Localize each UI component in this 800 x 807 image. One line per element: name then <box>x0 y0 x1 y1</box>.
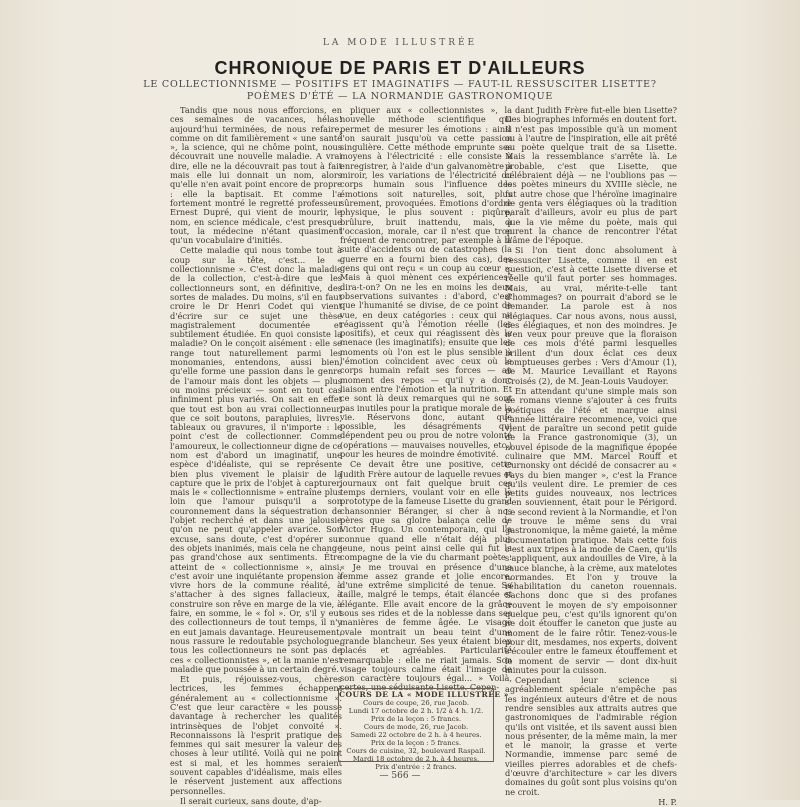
paragraph: Cependant leur science si agréablement spéciale n'empêche pas les ingénieux auteurs d'être et de nous rendre sensibles aux attraits autres que gastronomiques de l'admirable région qu'ils ont visitée, et ils savent aussi bien nous présenter, de la même main, la mer et le manoir, la grasse et verte Normandie, immense parc semé de vieilles pierres adorables et de chefs-d'œuvre d'architecture » car les divers domaines du goût sont plus voisins qu'on ne croit. <box>505 675 677 797</box>
text-column-1 <box>170 105 342 806</box>
text-column-2 <box>340 105 512 693</box>
course-line: Mardi 18 octobre de 2 h. à 4 heures. <box>352 755 480 763</box>
article-subtitle-line2: POÈMES D'ÉTÉ — LA NORMANDIE GASTRONOMIQUE <box>246 91 554 102</box>
running-head: LA MODE ILLUSTRÉE <box>322 38 478 48</box>
course-box-title: COURS DE LA « MODE ILLUSTRÉE » <box>339 690 509 699</box>
article-subtitle-line1: LE COLLECTIONNISME — POSITIFS ET IMAGINATIFS — FAUT-IL RESSUSCITER LISETTE? <box>143 79 657 90</box>
course-line: Prix d'entrée : 2 francs. <box>375 763 457 771</box>
paragraph: En attendant qu'une simple mais son de romans vienne s'ajouter à ces fruits poétiques de l'été et marque ainsi l'année littéraire recommence, voici que vient de paraître un second petit guide de la France gastronomique (3), un nouvel épisode de la magnifique épopée culinaire que MM. Marcel Rouff et Curnonsky ont décidé de consacrer au « Pays du bien manger », c'est la France qu'ils veulent dire. Le premier de ces petits guides nouveaux, nos lectrices s'en souviennent, était pour le Périgord. Le second revient à la Normandie, et l'on y trouve le même sens du vrai gastronomique, la même gaieté, la même documentation pratique. Mais cette fois c'est aux tripes à la mode de Caen, qu'ils s'appliquent, aux andouilles de Vire, à la sauce blanche, à la crème, aux matelotes normandes. Et l'on y trouve la réhabilitation du caneton rouennais. Sachons donc que si des profanes trouvent le moyen de s'y empoisonner quelque peu, c'est qu'ils ignorent qu'on ne doit étouffer le caneton que juste au moment de le faire rôtir. Tenez-vous-le pour dit, mesdames, nos experts, doivent s'écouler entre le fameux étouffement et le moment de servir — dont dix-huit minutes pour la cuisson. <box>505 385 677 675</box>
course-line: Prix de la leçon : 5 francs. <box>370 739 462 747</box>
paragraph: Cette maladie qui nous tombe tout à coup sur la tête, c'est... le « collectionnisme ». C'est donc la maladie de la collection, c'est-à-dire que les collectionneurs sont, en définitive, des sortes de malades. Du moins, s'il en faut croire le Dr Henri Codet qui vient d'écrire sur ce sujet une thèse magistralement documentée et subtilement étudiée. En quoi consiste la maladie? On le conçoit aisément : elle se range tout naturellement parmi les monomanies, entendons, aussi bien, qu'elle forme une passion dans le genre de l'amour mais dont les objets — plus ou moins précieux — sont en tout cas infiniment plus variés. On sait en effet que tout est bon au vrai collectionneur, que ce soit boutons, parapluies, livres, tableaux ou gravures, il n'importe : le point c'est de collectionner. Comme l'amoureux, le collectionneur digne de ce nom est d'abord un imaginatif, une espèce d'idéaliste, qui se représente bien plus vivement le plaisir de la capture que le prix de l'objet à capturer, mais le « collectionnisme » entraîne plus loin que l'amour puisqu'il a son couronnement dans la séquestration de l'objet recherché et dans une jalousie qu'on ne peut qu'appeler avarice. Son excuse, sans doute, c'est d'opérer sur des objets inanimés, mais cela ne change pas grand'chose aux sentiments. Être atteint de « collectionnisme », ainsi, c'est avoir une inquiétante propension à vivre hors de la commune réalité, à s'attacher à des signes fallacieux, à construire son rêve en marge de la vie, à faire, en somme, le « fol ». Or, s'il y eut des collectionneurs de tout temps, il n'y en eut jamais davantage. Heureusement, nous rassure le redoutable psychologue, tous les collectionneurs ne sont pas de ces « collectionnistes », et la manie n'est maladie que poussée à un certain degré. <box>170 245 342 674</box>
article-title: CHRONIQUE DE PARIS ET D'AILLEURS <box>214 58 586 78</box>
course-announcement-box <box>338 688 509 771</box>
author-signature: H. P. <box>658 796 677 807</box>
paragraph: pliquer aux « collectionnistes », la nouvelle méthode scientifique qui permet de mesurer les émotions : ainsi l'on saurait jusqu'où va cette passion singulière. Cette méthode emprunte ses moyens à l'électricité : elle consiste à enregistrer, à l'aide d'un galvanomètre à miroir, les variations de l'électricité du corps humain sous l'influence des émotions soit naturelles, soit, plus sûrement, provoquées. Émotions d'ordre physique, le plus souvent : piqûre, brûlure, bruit inattendu, mais, à l'occasion, morale, car il n'est que trop fréquent de rencontrer, par exemple à la suite d'accidents ou de catastrophes (la guerre en a fourni bien des cas), des gens qui ont reçu « un coup au cœur ». Mais à quoi mènent ces expériences? dira-t-on? On ne les en moins les deux observations suivantes : d'abord, c'est que l'humanité se divise, de ce point de vue, en deux catégories : ceux qui ne réagissent qu'à l'émotion réelle (les positifs), et ceux qui réagissent dès la menace (les imaginatifs); ensuite que les moments où l'on est le plus sensible à l'émotion coïncident avec ceux où le corps humain refait ses forces — au moment des repos — qu'il y a donc liaison entre l'émotion et la nutrition. Et ce sont là deux remarques qui ne sont pas inutiles pour la pratique morale de la vie. Réservons donc, autant que possible, les désagréments qui dépendent peu ou prou de notre volonté (opérations — mauvaises nouvelles, etc.) pour les heures de moindre émotivité. <box>340 105 512 459</box>
course-line: Samedi 22 octobre de 2 h. à 4 heures. <box>350 731 482 739</box>
course-line: Cours de mode, 26, rue Jacob. <box>363 723 469 731</box>
course-line: Cours de cuisine, 32, boulevard Raspail. <box>346 747 486 755</box>
paragraph: dant Judith Frère fut-elle bien Lisette? Des biographes informés en doutent fort. Il n'est pas impossible qu'à un moment ou à l'autre de l'inspiration, elle ait prêté au poète quelque trait de sa Lisette. Mais la ressemblance s'arrête là. Le probable, c'est que Lisette, que célébraient déjà — ne l'oublions pas — les poètes mineurs du XVIIIe siècle, ne fut autre chose que l'héroïne imaginaire de genta vers élégiaques où la tradition paraît d'ailleurs, avoir eu plus de part que la vie même du poète, mais qui eurent la chance de rencontrer l'état d'âme de l'époque. <box>505 105 677 246</box>
paragraph: Si l'on tient donc absolument à ressusciter Lisette, comme il en est question, c'est à cette Lisette diverse et réelle qu'il faut porter ses hommages. Mais, au vrai, mérite-t-elle tant d'hommages? on pourrait d'abord se le demander. La parole est à nos élégiaques. Car nous avons, nous aussi, des élégiaques, et non des moindres. Je n'en veux pour preuve que la floraison de ces mois d'été parmi lesquelles brillent d'un doux éclat ces deux somptueuses gerbes : Vers d'Amour (1), de M. Maurice Levaillant et Rayons Croisés (2), de M. Jean-Louis Vaudoyer. <box>505 245 677 386</box>
course-line: Cours de coupe, 26, rue Jacob. <box>362 699 470 707</box>
course-line: Lundi 17 octobre de 2 h. 1/2 à 4 h. 1/2. <box>348 707 484 715</box>
paragraph: Tandis que nous nous efforcions, en ces semaines de vacances, hélas! aujourd'hui terminées, de nous refaire, comme on dit familièrement « une santé », la science, qui ne chôme point, nous découvrait une nouvelle maladie. A vrai dire, elle ne la découvrait pas tout à fait mais elle lui donnait un nom, alors qu'elle n'en avait point encore de propre : elle la baptisait. Et comme l'a fortement montré le regretté professeur Ernest Dupré, qui vient de mourir, le nom, en science médicale, c'est presque tout, la médecine n'étant quasiment qu'un vocabulaire d'initiés. <box>170 105 342 246</box>
paragraph: Il serait curieux, sans doute, d'ap- <box>180 795 322 806</box>
course-line: Prix de la leçon : 5 francs. <box>370 715 462 723</box>
paragraph: Et puis, réjouissez-vous, chères lectrices, les femmes échappent généralement au « collectionnisme ». C'est que leur caractère « les pousse davantage à rechercher les qualités intrinsèques de l'objet convoité ». Reconnaissons là l'esprit pratique des femmes qui sait mesurer la valeur des choses à leur utilité. Voilà qui ne point est si mal, et les hommes seraient souvent capables d'idéalisme, mais elles le réservent justement aux affections personnelles. <box>170 674 342 796</box>
page-number: — 566 — <box>379 771 421 781</box>
paragraph: Ce devait être une positive, cette Judith Frère autour de laquelle revues et journaux ont fait quelque bruit ces temps derniers, voulant voir en elle le prototype de la fameuse Lisette du grand chansonnier Béranger, si cher à nos pères que sa gloire balança celle de Victor Hugo. Un contemporain, qui l'a connue quand elle n'était déjà plus jeune, nous peint ainsi celle qui fut la compagne de la vie du charmant poète : « Je me trouvai en présence d'une femme assez grande et jolie encore, d'une extrême simplicité de tenue. Sa taille, malgré le temps, était élancée et élégante. Elle avait encore de la grâce sous ses rides et de la noblesse dans ses manières de femme âgée. Le visage ovale montrait un beau teint d'une grande blancheur. Ses yeux étaient bien placés et agréables. Particularité remarquable : elle ne riait jamais. Son visage toujours calme était l'image de son caractère toujours égal... » Voilà, certes, une séduisante Lisette. Cepen- <box>340 459 512 693</box>
text-column-3 <box>505 105 677 807</box>
